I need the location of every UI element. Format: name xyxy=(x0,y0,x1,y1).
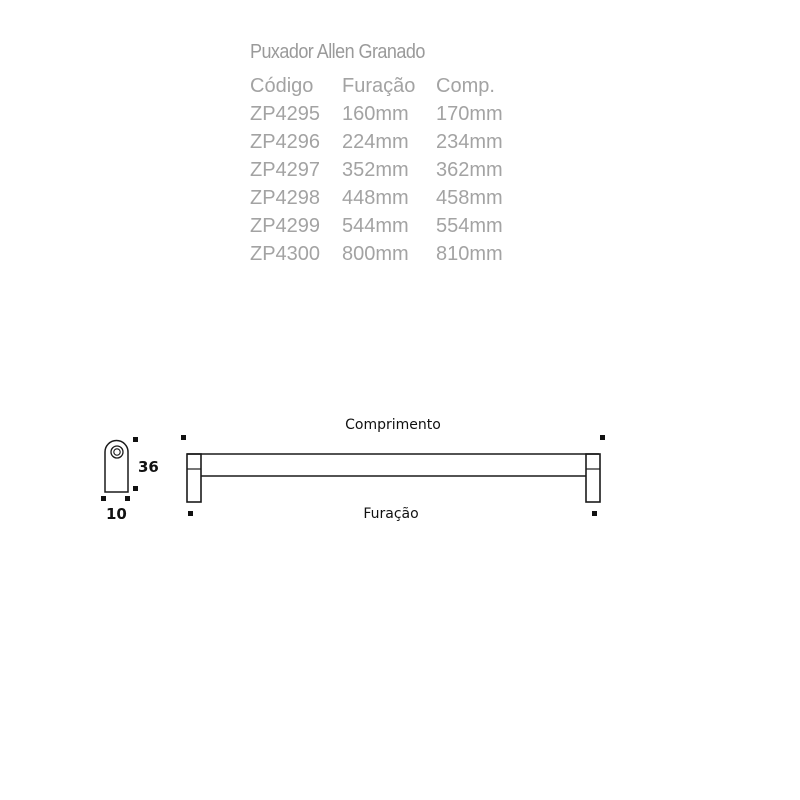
cell-hole-spacing: 352mm xyxy=(342,159,409,181)
dimension-marker xyxy=(181,435,186,440)
dimension-marker xyxy=(188,511,193,516)
cell-code: ZP4299 xyxy=(250,215,321,237)
side-profile xyxy=(101,437,159,523)
dimension-marker xyxy=(600,435,605,440)
right-mounting-leg xyxy=(586,454,600,502)
product-title: Puxador Allen Granado xyxy=(250,41,425,63)
front-handle-view xyxy=(181,417,605,522)
cell-length: 170mm xyxy=(436,103,503,125)
dimension-marker xyxy=(133,486,138,491)
dimension-marker xyxy=(592,511,597,516)
cell-hole-spacing: 544mm xyxy=(342,215,409,237)
cell-code: ZP4295 xyxy=(250,103,321,125)
cell-code: ZP4298 xyxy=(250,187,321,209)
cell-hole-spacing: 224mm xyxy=(342,131,409,153)
cell-hole-spacing: 800mm xyxy=(342,243,409,265)
cell-length: 554mm xyxy=(436,215,503,237)
cell-length: 234mm xyxy=(436,131,503,153)
dimension-marker xyxy=(125,496,130,501)
left-mounting-leg xyxy=(187,454,201,502)
cell-length: 810mm xyxy=(436,243,503,265)
side-profile-outline xyxy=(105,441,128,493)
dimension-marker xyxy=(133,437,138,442)
cell-hole-spacing: 448mm xyxy=(342,187,409,209)
cell-length: 458mm xyxy=(436,187,503,209)
screw-hole-inner xyxy=(114,449,120,455)
height-dimension: 36 xyxy=(138,458,159,476)
cell-code: ZP4300 xyxy=(250,243,321,265)
column-header-hole-spacing: Furação xyxy=(342,75,416,97)
hole-spacing-label: Furação xyxy=(363,506,419,522)
screw-hole-outer xyxy=(111,446,123,458)
cell-hole-spacing: 160mm xyxy=(342,103,409,125)
cell-code: ZP4296 xyxy=(250,131,321,153)
cell-code: ZP4297 xyxy=(250,159,321,181)
width-dimension: 10 xyxy=(106,505,127,523)
column-header-code: Código xyxy=(250,75,314,97)
column-header-length: Comp. xyxy=(436,75,495,97)
cell-length: 362mm xyxy=(436,159,503,181)
length-label: Comprimento xyxy=(345,417,441,433)
dimension-marker xyxy=(101,496,106,501)
